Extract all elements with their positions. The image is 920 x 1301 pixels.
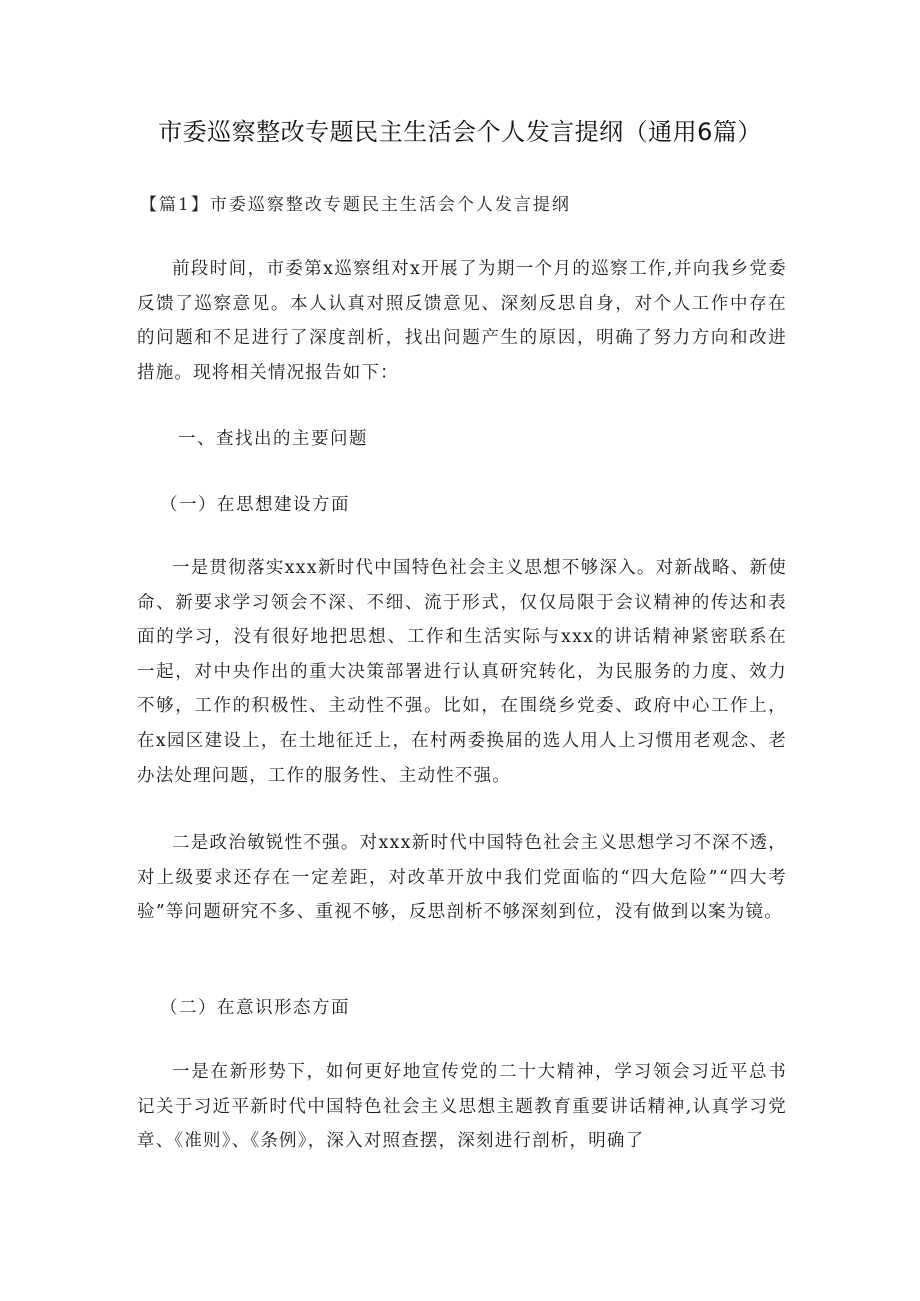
heading-main-problems: 一、查找出的主要问题 xyxy=(178,429,368,449)
paragraph-ideology-point-one: 一是在新形势下，如何更好地宣传党的二十大精神，学习领会习近平总书记关于习近平新时代中国特色社会主义思想主题教育重要讲话精神,认真学习党章、《准则》、《条例》，深入对照查摆，深刻进行剖析，明确了 xyxy=(137,1062,787,1152)
heading-ideology-aspect: （二）在意识形态方面 xyxy=(160,998,350,1018)
document-title: 市委巡察整改专题民主生活会个人发言提纲（通用6篇） xyxy=(158,118,762,146)
paragraph-intro: 前段时间，市委第x巡察组对x开展了为期一个月的巡察工作,并向我乡党委反馈了巡察意见。本人认真对照反馈意见、深刻反思自身，对个人工作中存在的问题和不足进行了深度剖析，找出问题产生的原因，明确了努力方向和改进措施。现将相关情况报告如下： xyxy=(137,259,787,383)
paragraph-point-two: 二是政治敏锐性不强。对xxx新时代中国特色社会主义思想学习不深不透，对上级要求还存在一定差距，对改革开放中我们党面临的“四大危险”“四大考验”等问题研究不多、重视不够，反思剖析不够深刻到位，没有做到以案为镜。 xyxy=(137,833,787,923)
heading-ideological-building: （一）在思想建设方面 xyxy=(160,495,350,515)
section-subtitle: 【篇1】市委巡察整改专题民主生活会个人发言提纲 xyxy=(140,195,571,215)
paragraph-point-one: 一是贯彻落实xxx新时代中国特色社会主义思想不够深入。对新战略、新使命、新要求学习领会不深、不细、流于形式，仅仅局限于会议精神的传达和表面的学习，没有很好地把思想、工作和生活实际与xxx的讲话精神紧密联系在一起，对中央作出的重大决策部署进行认真研究转化，为民服务的力度、效力不够，工作的积极性、主动性不强。比如，在围绕乡党委、政府中心工作上，在x园区建设上，在土地征迁上，在村两委换届的选人用人上习惯用老观念、老办法处理问题，工作的服务性、主动性不强。 xyxy=(137,558,787,786)
